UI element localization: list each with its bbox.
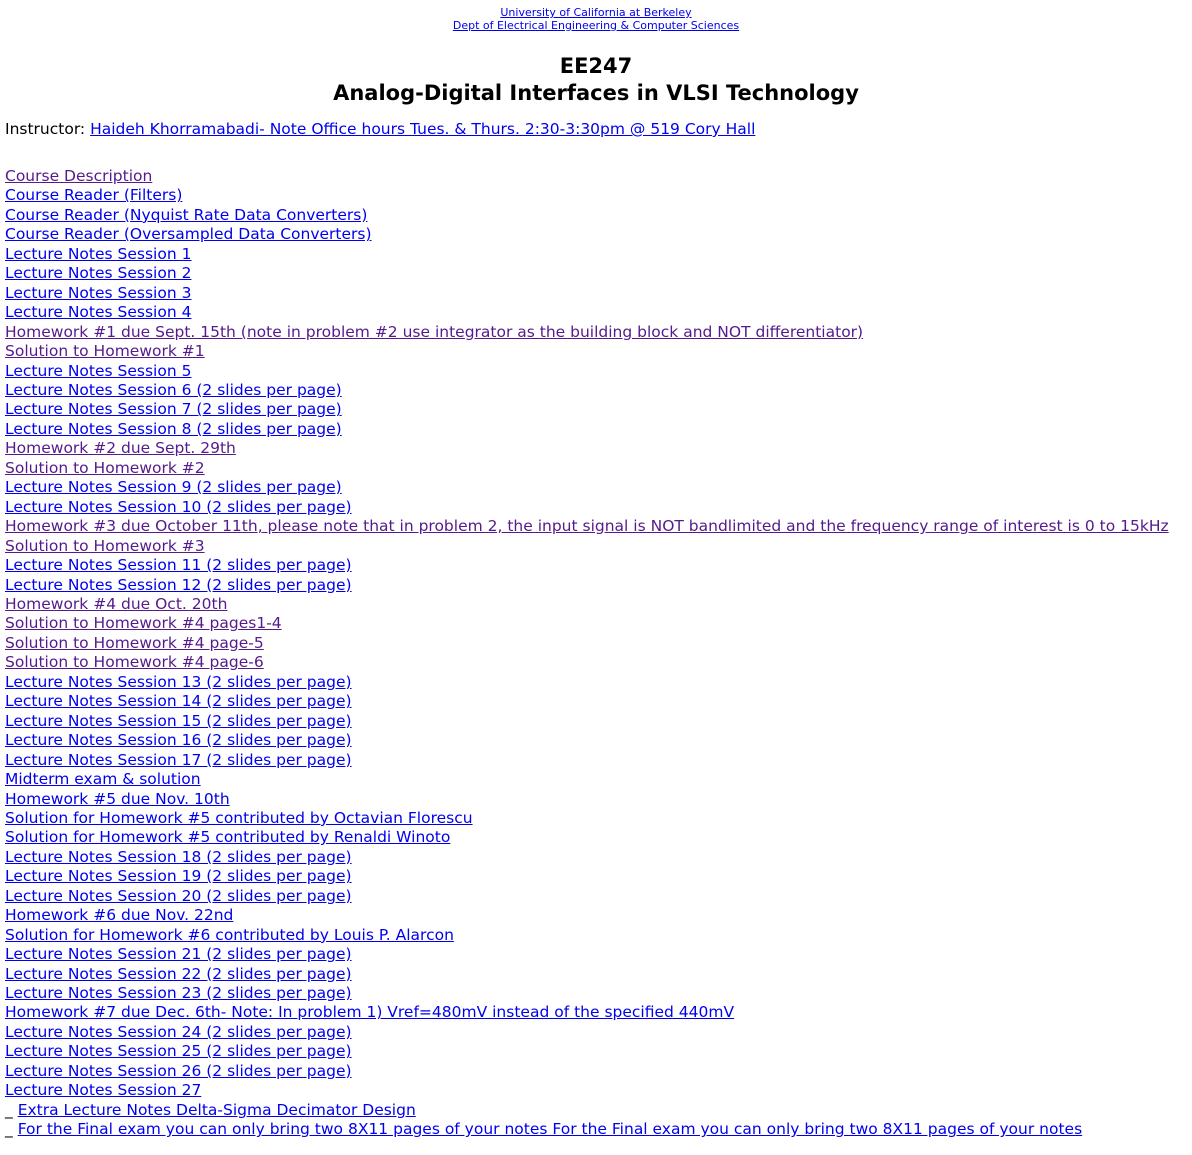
course-link[interactable]: Solution for Homework #6 contributed by Louis P. Alarcon [5,925,454,944]
course-link[interactable]: Lecture Notes Session 12 (2 slides per page) [5,575,352,594]
course-link[interactable]: Lecture Notes Session 14 (2 slides per page) [5,692,352,711]
course-link[interactable]: Lecture Notes Session 1 [5,244,192,263]
course-link[interactable]: Lecture Notes Session 22 (2 slides per page) [5,964,352,983]
list-item [5,712,1192,731]
list-item [5,887,1192,906]
course-link[interactable]: Homework #5 due Nov. 10th [5,789,230,808]
list-item [5,790,1192,809]
list-item [5,1062,1192,1081]
list-item [5,400,1192,419]
list-item [5,731,1192,750]
list-item [5,342,1192,361]
course-link[interactable]: Lecture Notes Session 11 (2 slides per page) [5,556,352,575]
list-item [5,984,1192,1003]
list-item [5,809,1192,828]
course-link[interactable]: Lecture Notes Session 4 [5,303,192,322]
list-item [5,537,1192,556]
list-item [5,381,1192,400]
course-link[interactable]: Lecture Notes Session 25 (2 slides per page) [5,1042,352,1061]
course-link[interactable]: Lecture Notes Session 7 (2 slides per page) [5,400,342,419]
list-item [5,828,1192,847]
course-name: Analog-Digital Interfaces in VLSI Technology [333,81,859,105]
list-item [5,303,1192,322]
list-item [5,517,1192,536]
list-item [5,362,1192,381]
list-item [5,906,1192,925]
course-link[interactable]: Solution to Homework #4 pages1-4 [5,614,282,633]
course-link[interactable]: Lecture Notes Session 15 (2 slides per page) [5,711,352,730]
course-link[interactable]: Homework #4 due Oct. 20th [5,594,228,613]
list-item-prefix: _ [5,1100,18,1119]
course-link[interactable]: Lecture Notes Session 9 (2 slides per page) [5,478,342,497]
course-link[interactable]: Course Description [5,167,153,185]
course-link[interactable]: Solution for Homework #5 contributed by Octavian Florescu [5,808,473,827]
list-item [5,245,1192,264]
list-item [5,478,1192,497]
list-item-prefix: _ [5,1120,18,1139]
department-link[interactable]: Dept of Electrical Engineering & Computer Sciences [452,19,740,32]
instructor-label: Instructor: [5,120,91,138]
course-link[interactable]: Course Reader (Oversampled Data Converters) [5,225,372,244]
list-item [5,1003,1192,1022]
course-link[interactable]: Lecture Notes Session 13 (2 slides per page) [5,672,352,691]
list-item [5,1023,1192,1042]
course-link[interactable]: Solution to Homework #2 [5,458,205,477]
list-item [5,595,1192,614]
list-item [5,653,1192,672]
course-link[interactable]: Solution to Homework #1 [5,342,205,361]
list-item [5,284,1192,303]
list-item [5,614,1192,633]
list-item [5,576,1192,595]
course-link-list [5,167,1192,1140]
list-item [5,1101,1192,1120]
list-item [5,848,1192,867]
course-link[interactable]: Solution to Homework #3 [5,536,205,555]
course-link[interactable]: Solution to Homework #4 page-5 [5,633,264,652]
course-link[interactable]: Midterm exam & solution [5,770,201,789]
instructor-line [5,119,1192,139]
list-item [5,770,1192,789]
list-item [5,498,1192,517]
list-item [5,439,1192,458]
course-link[interactable]: Lecture Notes Session 8 (2 slides per page) [5,419,342,438]
list-item [5,1081,1192,1100]
course-link[interactable]: Homework #6 due Nov. 22nd [5,906,234,925]
course-link[interactable]: Lecture Notes Session 20 (2 slides per page) [5,886,352,905]
list-item [5,459,1192,478]
course-link[interactable]: Homework #1 due Sept. 15th (note in problem #2 use integrator as the building block and NOT differentiator) [5,322,864,341]
course-link[interactable]: Lecture Notes Session 16 (2 slides per page) [5,731,352,750]
course-link[interactable]: Lecture Notes Session 5 [5,361,192,380]
list-item [5,867,1192,886]
list-item [5,1120,1192,1139]
course-link[interactable]: Lecture Notes Session 6 (2 slides per page) [5,380,342,399]
course-link[interactable]: Lecture Notes Session 26 (2 slides per page) [5,1061,352,1080]
list-item [5,673,1192,692]
list-item [5,186,1192,205]
list-item [5,420,1192,439]
course-link[interactable]: Lecture Notes Session 23 (2 slides per page) [5,984,352,1003]
list-item [5,556,1192,575]
course-link[interactable]: Homework #7 due Dec. 6th- Note: In problem 1) Vref=480mV instead of the specified 440mV [5,1003,735,1022]
course-link[interactable]: Lecture Notes Session 19 (2 slides per page) [5,867,352,886]
course-code: EE247 [559,54,633,78]
course-link[interactable]: Lecture Notes Session 10 (2 slides per page) [5,497,352,516]
list-item [5,634,1192,653]
course-link[interactable]: Lecture Notes Session 18 (2 slides per page) [5,847,352,866]
course-link[interactable]: Lecture Notes Session 3 [5,283,192,302]
course-link[interactable]: For the Final exam you can only bring two 8X11 pages of your notes For the Final exam you can only bring two 8X11 pages of your notes [17,1120,1083,1139]
course-link[interactable]: Homework #2 due Sept. 29th [5,439,236,458]
course-link[interactable]: Homework #3 due October 11th, please note that in problem 2, the input signal is NOT bandlimited and the frequency range of interest is 0 to 15kHz [5,517,1169,536]
list-item [5,751,1192,770]
list-item [5,167,1192,186]
instructor-link[interactable]: Haideh Khorramabadi- Note Office hours Tues. & Thurs. 2:30-3:30pm @ 519 Cory Hall [90,120,756,138]
list-item [5,926,1192,945]
course-link[interactable]: Lecture Notes Session 17 (2 slides per page) [5,750,352,769]
course-title-block [0,53,1192,107]
course-link[interactable]: Lecture Notes Session 24 (2 slides per page) [5,1022,352,1041]
list-item [5,692,1192,711]
course-link[interactable]: Solution for Homework #5 contributed by Renaldi Winoto [5,828,451,847]
page-header [0,0,1192,32]
list-item [5,323,1192,342]
list-item [5,264,1192,283]
course-link[interactable]: Lecture Notes Session 2 [5,264,192,283]
course-link[interactable]: Course Reader (Filters) [5,186,183,205]
list-item [5,945,1192,964]
course-link[interactable]: Solution to Homework #4 page-6 [5,653,264,672]
course-link[interactable]: Lecture Notes Session 27 [5,1081,202,1100]
course-link[interactable]: Extra Lecture Notes Delta-Sigma Decimator Design [17,1100,416,1119]
university-link[interactable]: University of California at Berkeley [500,6,692,19]
list-item [5,1042,1192,1061]
list-item [5,965,1192,984]
list-item [5,206,1192,225]
list-item [5,225,1192,244]
course-link[interactable]: Course Reader (Nyquist Rate Data Converters) [5,205,368,224]
course-link[interactable]: Lecture Notes Session 21 (2 slides per page) [5,945,352,964]
